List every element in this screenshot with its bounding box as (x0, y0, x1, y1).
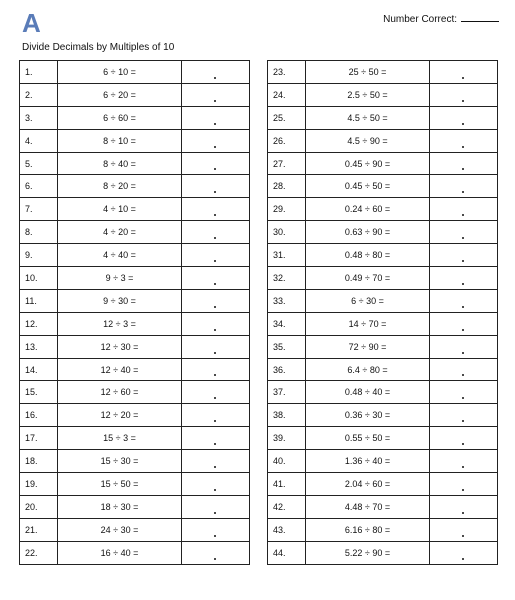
problem-row (20, 541, 250, 564)
decimal-point-mark (214, 329, 216, 331)
problem-row (268, 518, 498, 541)
problem-expression: 1.36 ÷ 40 = (306, 450, 430, 473)
problem-number: 30. (268, 221, 306, 244)
decimal-point-mark (214, 512, 216, 514)
problem-row (268, 129, 498, 152)
problem-number: 29. (268, 198, 306, 221)
decimal-point-mark (214, 260, 216, 262)
number-correct-blank[interactable] (461, 12, 499, 22)
problem-number: 16. (20, 404, 58, 427)
worksheet-title: Divide Decimals by Multiples of 10 (22, 42, 175, 53)
problem-row (20, 450, 250, 473)
problem-row (20, 175, 250, 198)
decimal-point-mark (462, 374, 464, 376)
problem-expression: 12 ÷ 3 = (58, 312, 182, 335)
problem-row (20, 129, 250, 152)
problem-expression: 5.22 ÷ 90 = (306, 541, 430, 564)
problem-expression: 12 ÷ 30 = (58, 335, 182, 358)
answer-cell[interactable] (182, 175, 250, 198)
decimal-point-mark (462, 123, 464, 125)
problem-number: 36. (268, 358, 306, 381)
problem-row (20, 358, 250, 381)
problem-row (20, 518, 250, 541)
problem-expression: 8 ÷ 20 = (58, 175, 182, 198)
problem-expression: 0.49 ÷ 70 = (306, 267, 430, 290)
problem-expression: 0.63 ÷ 90 = (306, 221, 430, 244)
answer-cell[interactable] (430, 106, 498, 129)
problem-expression: 9 ÷ 3 = (58, 267, 182, 290)
answer-cell[interactable] (182, 541, 250, 564)
problem-number: 22. (20, 541, 58, 564)
problem-number: 35. (268, 335, 306, 358)
problem-row (268, 244, 498, 267)
decimal-point-mark (462, 558, 464, 560)
answer-cell[interactable] (430, 427, 498, 450)
decimal-point-mark (462, 397, 464, 399)
problem-row (268, 381, 498, 404)
problem-number: 42. (268, 495, 306, 518)
answer-cell[interactable] (182, 450, 250, 473)
problem-row (268, 473, 498, 496)
problem-expression: 9 ÷ 30 = (58, 289, 182, 312)
problem-number: 18. (20, 450, 58, 473)
decimal-point-mark (462, 466, 464, 468)
problem-row (268, 541, 498, 564)
problem-number: 13. (20, 335, 58, 358)
answer-cell[interactable] (430, 267, 498, 290)
answer-cell[interactable] (430, 244, 498, 267)
problem-number: 41. (268, 473, 306, 496)
problem-expression: 0.24 ÷ 60 = (306, 198, 430, 221)
decimal-point-mark (462, 443, 464, 445)
answer-cell[interactable] (430, 289, 498, 312)
problem-expression: 15 ÷ 3 = (58, 427, 182, 450)
answer-cell[interactable] (430, 404, 498, 427)
problem-row (20, 381, 250, 404)
problem-number: 27. (268, 152, 306, 175)
problem-number: 10. (20, 267, 58, 290)
problem-expression: 4 ÷ 20 = (58, 221, 182, 244)
problem-expression: 15 ÷ 30 = (58, 450, 182, 473)
decimal-point-mark (214, 100, 216, 102)
answer-cell[interactable] (430, 61, 498, 84)
decimal-point-mark (214, 558, 216, 560)
answer-cell[interactable] (430, 83, 498, 106)
decimal-point-mark (214, 283, 216, 285)
answer-cell[interactable] (182, 404, 250, 427)
problem-row (268, 61, 498, 84)
answer-cell[interactable] (182, 244, 250, 267)
answer-cell[interactable] (430, 335, 498, 358)
problem-expression: 0.48 ÷ 40 = (306, 381, 430, 404)
decimal-point-mark (214, 123, 216, 125)
decimal-point-mark (214, 237, 216, 239)
decimal-point-mark (214, 374, 216, 376)
answer-cell[interactable] (182, 267, 250, 290)
problem-number: 6. (20, 175, 58, 198)
answer-cell[interactable] (430, 358, 498, 381)
problem-expression: 15 ÷ 50 = (58, 473, 182, 496)
decimal-point-mark (462, 214, 464, 216)
problem-number: 31. (268, 244, 306, 267)
answer-cell[interactable] (430, 495, 498, 518)
problem-number: 15. (20, 381, 58, 404)
decimal-point-mark (462, 420, 464, 422)
answer-cell[interactable] (182, 495, 250, 518)
problem-expression: 4 ÷ 40 = (58, 244, 182, 267)
problem-row (20, 427, 250, 450)
problem-expression: 14 ÷ 70 = (306, 312, 430, 335)
problem-number: 39. (268, 427, 306, 450)
problem-number: 40. (268, 450, 306, 473)
answer-cell[interactable] (430, 518, 498, 541)
problem-row (20, 404, 250, 427)
problem-row (268, 198, 498, 221)
problem-expression: 4.48 ÷ 70 = (306, 495, 430, 518)
problem-row (268, 152, 498, 175)
problem-row (268, 404, 498, 427)
decimal-point-mark (462, 535, 464, 537)
decimal-point-mark (462, 489, 464, 491)
problem-number: 23. (268, 61, 306, 84)
problem-expression: 4.5 ÷ 50 = (306, 106, 430, 129)
problem-number: 34. (268, 312, 306, 335)
problem-number: 3. (20, 106, 58, 129)
decimal-point-mark (462, 77, 464, 79)
problem-expression: 4.5 ÷ 90 = (306, 129, 430, 152)
problem-row (268, 289, 498, 312)
problem-row (20, 152, 250, 175)
answer-cell[interactable] (182, 106, 250, 129)
problem-number: 25. (268, 106, 306, 129)
problem-row (268, 312, 498, 335)
problem-row (20, 335, 250, 358)
problem-row (268, 450, 498, 473)
decimal-point-mark (214, 352, 216, 354)
answer-cell[interactable] (430, 129, 498, 152)
answer-cell[interactable] (182, 335, 250, 358)
problem-row (20, 61, 250, 84)
decimal-point-mark (462, 352, 464, 354)
problem-expression: 8 ÷ 40 = (58, 152, 182, 175)
problem-number: 7. (20, 198, 58, 221)
problem-row (268, 175, 498, 198)
decimal-point-mark (214, 535, 216, 537)
problem-number: 28. (268, 175, 306, 198)
problem-expression: 0.36 ÷ 30 = (306, 404, 430, 427)
problem-row (268, 358, 498, 381)
problem-expression: 0.48 ÷ 80 = (306, 244, 430, 267)
problem-row (268, 335, 498, 358)
answer-cell[interactable] (182, 312, 250, 335)
decimal-point-mark (214, 146, 216, 148)
problem-expression: 6 ÷ 20 = (58, 83, 182, 106)
answer-cell[interactable] (430, 381, 498, 404)
problem-row (268, 495, 498, 518)
decimal-point-mark (214, 489, 216, 491)
problem-expression: 6.4 ÷ 80 = (306, 358, 430, 381)
decimal-point-mark (462, 191, 464, 193)
problem-row (268, 83, 498, 106)
decimal-point-mark (462, 306, 464, 308)
problem-number: 33. (268, 289, 306, 312)
problem-expression: 12 ÷ 20 = (58, 404, 182, 427)
problem-number: 1. (20, 61, 58, 84)
problem-expression: 12 ÷ 60 = (58, 381, 182, 404)
decimal-point-mark (214, 168, 216, 170)
problem-row (268, 267, 498, 290)
problem-number: 38. (268, 404, 306, 427)
decimal-point-mark (214, 77, 216, 79)
problem-row (20, 198, 250, 221)
answer-cell[interactable] (182, 221, 250, 244)
problem-expression: 4 ÷ 10 = (58, 198, 182, 221)
problem-expression: 6 ÷ 10 = (58, 61, 182, 84)
problem-row (268, 221, 498, 244)
answer-cell[interactable] (182, 83, 250, 106)
decimal-point-mark (214, 397, 216, 399)
problem-expression: 0.45 ÷ 50 = (306, 175, 430, 198)
decimal-point-mark (462, 260, 464, 262)
answer-cell[interactable] (430, 541, 498, 564)
answer-cell[interactable] (182, 289, 250, 312)
problem-number: 24. (268, 83, 306, 106)
problem-row (20, 267, 250, 290)
answer-cell[interactable] (182, 198, 250, 221)
number-correct (383, 12, 499, 25)
problem-number: 19. (20, 473, 58, 496)
problem-expression: 8 ÷ 10 = (58, 129, 182, 152)
number-correct-label: Number Correct: (383, 14, 457, 25)
answer-cell[interactable] (430, 221, 498, 244)
problem-row (20, 473, 250, 496)
problem-row (20, 83, 250, 106)
problem-expression: 25 ÷ 50 = (306, 61, 430, 84)
problem-table-left (19, 60, 250, 565)
problem-expression: 6.16 ÷ 80 = (306, 518, 430, 541)
answer-cell[interactable] (430, 450, 498, 473)
answer-cell[interactable] (182, 129, 250, 152)
problem-expression: 18 ÷ 30 = (58, 495, 182, 518)
answer-cell[interactable] (430, 473, 498, 496)
problem-expression: 0.45 ÷ 90 = (306, 152, 430, 175)
problem-number: 43. (268, 518, 306, 541)
problem-number: 14. (20, 358, 58, 381)
problem-table-right (267, 60, 498, 565)
answer-cell[interactable] (430, 198, 498, 221)
problem-row (20, 244, 250, 267)
problem-expression: 2.5 ÷ 50 = (306, 83, 430, 106)
decimal-point-mark (462, 100, 464, 102)
problem-expression: 72 ÷ 90 = (306, 335, 430, 358)
decimal-point-mark (214, 214, 216, 216)
problem-number: 32. (268, 267, 306, 290)
answer-cell[interactable] (182, 61, 250, 84)
problem-row (20, 221, 250, 244)
problem-number: 20. (20, 495, 58, 518)
decimal-point-mark (214, 466, 216, 468)
problem-expression: 6 ÷ 60 = (58, 106, 182, 129)
problem-row (20, 289, 250, 312)
problem-number: 11. (20, 289, 58, 312)
answer-cell[interactable] (182, 358, 250, 381)
answer-cell[interactable] (182, 473, 250, 496)
problem-number: 21. (20, 518, 58, 541)
problem-expression: 0.55 ÷ 50 = (306, 427, 430, 450)
answer-cell[interactable] (182, 518, 250, 541)
problem-number: 9. (20, 244, 58, 267)
problem-number: 37. (268, 381, 306, 404)
decimal-point-mark (214, 420, 216, 422)
decimal-point-mark (462, 168, 464, 170)
problem-row (20, 312, 250, 335)
problem-row (268, 427, 498, 450)
answer-cell[interactable] (430, 152, 498, 175)
problem-number: 44. (268, 541, 306, 564)
problem-row (20, 495, 250, 518)
decimal-point-mark (462, 146, 464, 148)
decimal-point-mark (462, 512, 464, 514)
decimal-point-mark (462, 237, 464, 239)
answer-cell[interactable] (182, 427, 250, 450)
problem-number: 5. (20, 152, 58, 175)
problem-number: 8. (20, 221, 58, 244)
answer-cell[interactable] (182, 152, 250, 175)
problem-number: 12. (20, 312, 58, 335)
problem-expression: 6 ÷ 30 = (306, 289, 430, 312)
decimal-point-mark (214, 443, 216, 445)
problem-expression: 16 ÷ 40 = (58, 541, 182, 564)
problem-number: 17. (20, 427, 58, 450)
problem-expression: 12 ÷ 40 = (58, 358, 182, 381)
decimal-point-mark (214, 191, 216, 193)
problem-number: 2. (20, 83, 58, 106)
problem-expression: 24 ÷ 30 = (58, 518, 182, 541)
answer-cell[interactable] (430, 312, 498, 335)
problem-number: 4. (20, 129, 58, 152)
decimal-point-mark (214, 306, 216, 308)
decimal-point-mark (462, 283, 464, 285)
problem-number: 26. (268, 129, 306, 152)
sprint-letter: A (22, 8, 41, 38)
problem-row (268, 106, 498, 129)
problem-expression: 2.04 ÷ 60 = (306, 473, 430, 496)
answer-cell[interactable] (430, 175, 498, 198)
answer-cell[interactable] (182, 381, 250, 404)
problem-row (20, 106, 250, 129)
decimal-point-mark (462, 329, 464, 331)
